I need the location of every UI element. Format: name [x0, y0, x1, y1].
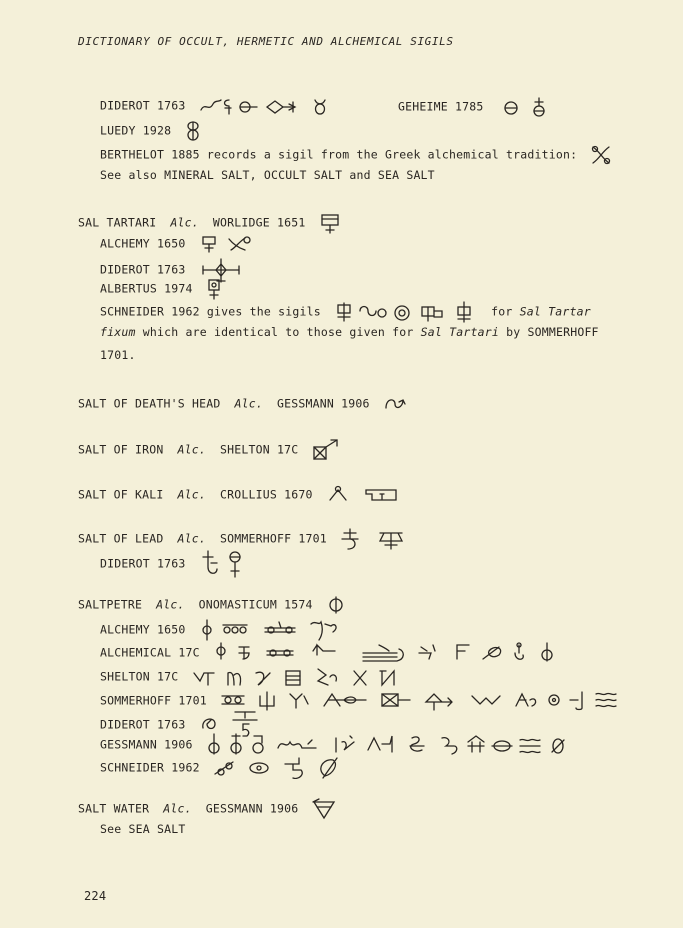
- term: SALT OF KALI: [78, 487, 164, 502]
- sigil-glyph: [319, 212, 341, 234]
- entry-heading: [78, 438, 339, 462]
- source: ALCHEMICAL 17C: [100, 645, 200, 660]
- text: which are identical to those given for: [142, 325, 414, 339]
- entry-line: [100, 144, 612, 166]
- berthelot-text: BERTHELOT 1885 records a sigil from the Greek alchemical tradition:: [100, 147, 578, 162]
- entry-line: [100, 301, 591, 323]
- term-ref: Sal Tartari: [420, 325, 499, 339]
- entry-line: [100, 277, 222, 301]
- entry-line: [100, 754, 363, 782]
- text: SCHNEIDER 1962 gives the sigils: [100, 304, 321, 319]
- page-number: 224: [84, 889, 107, 903]
- source: SHELTON 17C: [219, 442, 299, 457]
- entry-line: 1701.: [100, 348, 136, 362]
- sigil-glyph: [199, 618, 369, 642]
- term: SALT OF IRON: [78, 442, 164, 457]
- source: ALCHEMY 1650: [100, 622, 186, 637]
- category: Alc.: [177, 442, 206, 457]
- sigil-glyph: [213, 641, 653, 665]
- sigil-glyph: [383, 394, 407, 414]
- entry-line: [100, 234, 259, 254]
- source: ONOMASTICUM 1574: [198, 597, 313, 612]
- see-also: See also MINERAL SALT, OCCULT SALT and SEA SALT: [100, 168, 435, 182]
- sigil-glyph: [311, 438, 339, 462]
- source: GESSMANN 1906: [276, 396, 370, 411]
- entry-heading: [78, 798, 337, 820]
- sigil-glyph: [220, 688, 670, 714]
- entry-line: [100, 549, 249, 579]
- source: DIDEROT 1763: [100, 556, 186, 571]
- term: SALT OF LEAD: [78, 531, 164, 546]
- sigil-glyph: [199, 96, 349, 116]
- entry-heading: [78, 595, 346, 615]
- term: SALT WATER: [78, 801, 150, 816]
- entry-line: [100, 641, 653, 665]
- category: Alc.: [234, 396, 263, 411]
- sigil-glyph: [199, 549, 249, 579]
- source: GESSMANN 1906: [100, 737, 193, 752]
- sigil-glyph: [199, 234, 259, 254]
- category: Alc.: [156, 597, 185, 612]
- category: Alc.: [163, 801, 192, 816]
- term: SAL TARTARI: [78, 215, 157, 230]
- entry-line: [100, 324, 599, 340]
- entry-line: [100, 96, 349, 116]
- sigil-glyph: [206, 277, 222, 301]
- text: by SOMMERHOFF: [506, 325, 599, 339]
- sigil-glyph: [311, 798, 337, 820]
- source: SHELTON 17C: [100, 669, 179, 684]
- entry-heading: [78, 484, 402, 506]
- entry-line: [100, 120, 202, 142]
- source-luedy: LUEDY 1928: [100, 123, 172, 138]
- category: Alc.: [177, 531, 206, 546]
- running-header: DICTIONARY OF OCCULT, HERMETIC AND ALCHEMICAL SIGILS: [78, 35, 454, 48]
- sigil-glyph: [184, 120, 202, 142]
- entry-heading: [78, 527, 410, 551]
- entry-heading: [78, 394, 407, 414]
- source-geheime: GEHEIME 1785: [398, 99, 484, 114]
- sigil-glyph: [213, 754, 363, 782]
- source-diderot: DIDEROT 1763: [100, 98, 186, 113]
- sigil-glyph: [192, 665, 492, 689]
- source: WORLIDGE 1651: [212, 215, 306, 230]
- sigil-glyph: [334, 301, 484, 323]
- source: SCHNEIDER 1962: [100, 760, 200, 775]
- entry-line: [100, 665, 492, 689]
- cross-reference: See SEA SALT: [100, 822, 186, 836]
- entry-line: [100, 618, 369, 642]
- sigil-glyph: [497, 96, 557, 118]
- source: CROLLIUS 1670: [219, 487, 313, 502]
- sigil-glyph: [590, 144, 612, 166]
- source: ALCHEMY 1650: [100, 236, 186, 251]
- term-ref: fixum: [100, 325, 136, 339]
- source: SOMMERHOFF 1701: [219, 531, 327, 546]
- entry-heading: [78, 212, 341, 234]
- source: DIDEROT 1763: [100, 262, 186, 277]
- source: ALBERTUS 1974: [100, 281, 193, 296]
- sigil-glyph: [326, 484, 402, 506]
- text: for: [491, 304, 513, 319]
- term: SALT OF DEATH'S HEAD: [78, 396, 221, 411]
- sigil-glyph: [340, 527, 410, 551]
- category: Alc.: [170, 215, 199, 230]
- entry-line: [398, 96, 557, 118]
- sigil-glyph: [326, 595, 346, 615]
- term: SALTPETRE: [78, 597, 143, 612]
- category: Alc.: [177, 487, 206, 502]
- source: SOMMERHOFF 1701: [100, 693, 207, 708]
- source: DIDEROT 1763: [100, 717, 186, 732]
- source: GESSMANN 1906: [205, 801, 299, 816]
- term-ref: Sal Tartar: [519, 304, 591, 319]
